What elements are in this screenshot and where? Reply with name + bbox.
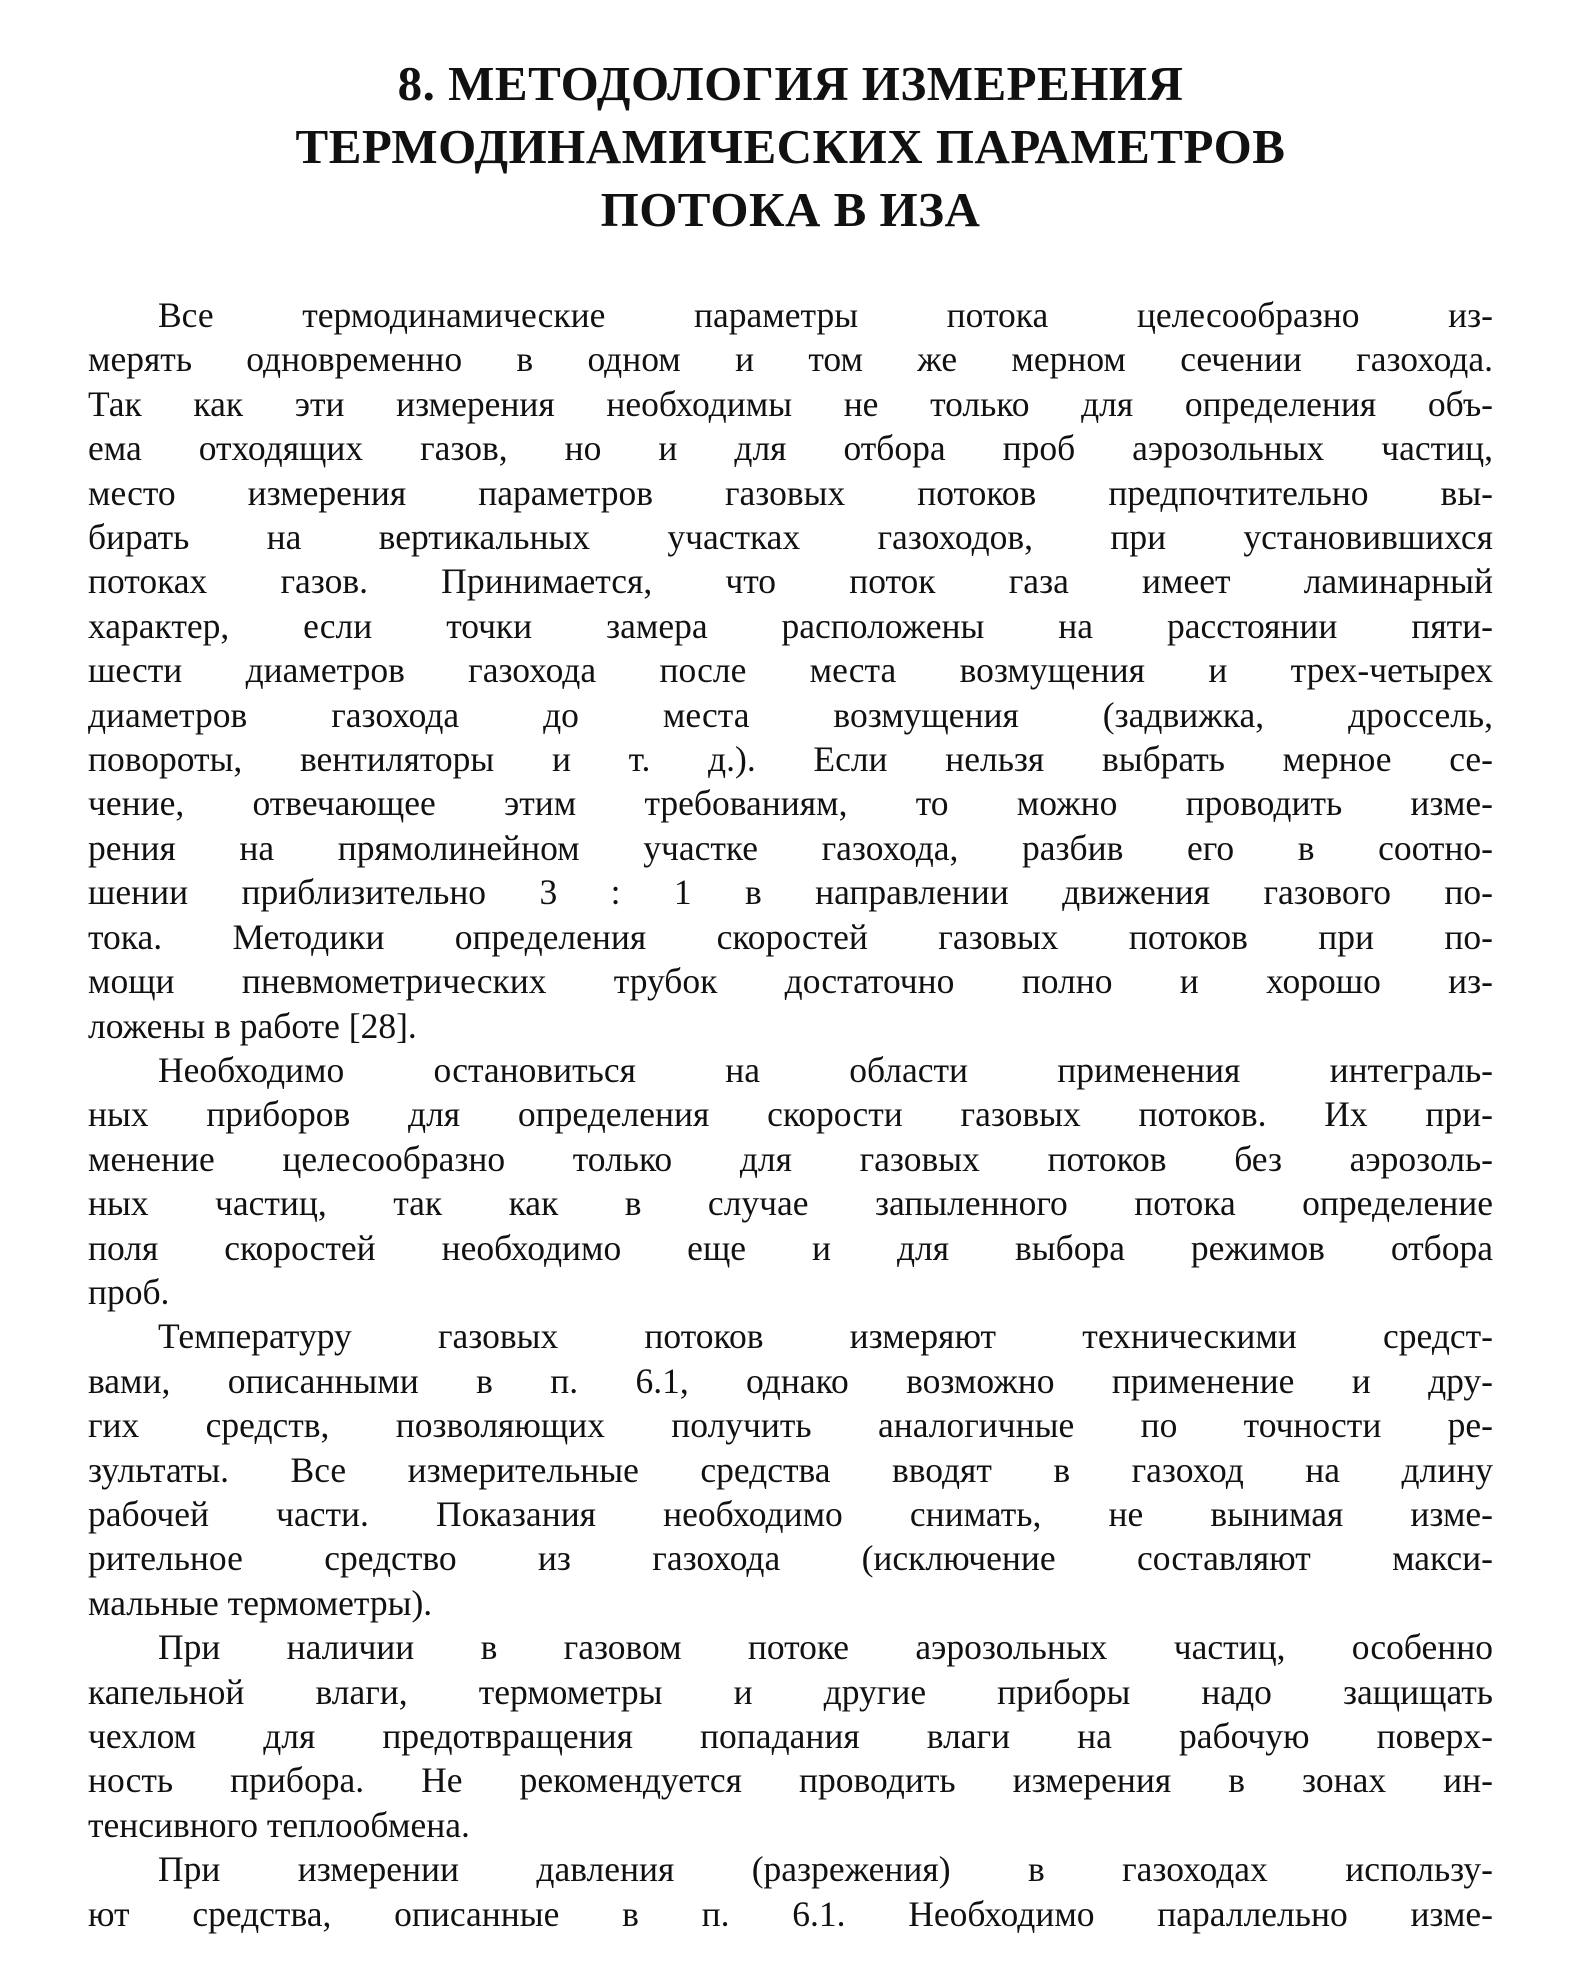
text-line: потоках газов. Принимается, что поток газа имеет ламинарный xyxy=(88,561,1493,602)
text-line: Необходимо остановиться на области применения интеграль- xyxy=(158,1049,1493,1090)
text-line: диаметров газохода до места возмущения (задвижка, дроссель, xyxy=(88,694,1493,735)
heading-line-2: ТЕРМОДИНАМИЧЕСКИХ ПАРАМЕТРОВ xyxy=(295,119,1286,174)
text-line: ема отходящих газов, но и для отбора проб аэрозольных частиц, xyxy=(88,428,1493,469)
text-line: место измерения параметров газовых потоков предпочтительно вы- xyxy=(88,472,1493,513)
section-heading xyxy=(88,52,1493,241)
text-line: проб. xyxy=(88,1271,170,1312)
text-line: рения на прямолинейном участке газохода, разбив его в соотно- xyxy=(88,827,1493,868)
paragraph xyxy=(88,1847,1493,1936)
text-line: повороты, вентиляторы и т. д.). Если нельзя выбрать мерное се- xyxy=(88,739,1493,780)
text-line: При наличии в газовом потоке аэрозольных частиц, особенно xyxy=(158,1627,1493,1668)
text-line: рительное средство из газохода (исключение составляют макси- xyxy=(88,1538,1493,1579)
body-text xyxy=(88,293,1493,1936)
paragraph xyxy=(88,1625,1493,1847)
text-line: вами, описанными в п. 6.1, однако возможно применение и дру- xyxy=(88,1360,1493,1401)
text-line: бирать на вертикальных участках газоходов, при установившихся xyxy=(88,517,1493,558)
text-line: ных частиц, так как в случае запыленного потока определение xyxy=(88,1183,1493,1224)
paragraph xyxy=(88,293,1493,1048)
text-line: При измерении давления (разрежения) в газоходах использу- xyxy=(158,1849,1493,1890)
text-line: тока. Методики определения скоростей газовых потоков при по- xyxy=(88,916,1493,957)
text-line: зультаты. Все измерительные средства вводят в газоход на длину xyxy=(88,1449,1493,1490)
document-page xyxy=(88,52,1493,1936)
heading-line-1: 8. МЕТОДОЛОГИЯ ИЗМЕРЕНИЯ xyxy=(397,56,1184,111)
text-line: мощи пневмометрических трубок достаточно полно и хорошо из- xyxy=(88,961,1493,1002)
text-line: чехлом для предотвращения попадания влаги на рабочую поверх- xyxy=(88,1716,1493,1756)
text-line: шении приблизительно 3 : 1 в направлении движения газового по- xyxy=(88,872,1493,913)
text-line: чение, отвечающее этим требованиям, то можно проводить изме- xyxy=(88,783,1493,824)
text-line: тенсивного теплообмена. xyxy=(88,1804,470,1845)
heading-line-3: ПОТОКА В ИЗА xyxy=(600,182,981,237)
text-line: Все термодинамические параметры потока целесообразно из- xyxy=(158,295,1493,335)
text-line: капельной влаги, термометры и другие приборы надо защищать xyxy=(88,1671,1493,1712)
paragraph xyxy=(88,1314,1493,1625)
text-line: ют средства, описанные в п. 6.1. Необходимо параллельно изме- xyxy=(88,1893,1493,1934)
text-line: поля скоростей необходимо еще и для выбора режимов отбора xyxy=(88,1227,1493,1268)
paragraph xyxy=(88,1048,1493,1314)
text-line: менение целесообразно только для газовых потоков без аэрозоль- xyxy=(88,1138,1493,1179)
text-line: мерять одновременно в одном и том же мерном сечении газохода. xyxy=(88,339,1493,380)
text-line: характер, если точки замера расположены на расстоянии пяти- xyxy=(88,605,1493,646)
text-line: ность прибора. Не рекомендуется проводить измерения в зонах ин- xyxy=(88,1760,1493,1801)
text-line: ложены в работе [28]. xyxy=(88,1005,417,1046)
text-line: ных приборов для определения скорости газовых потоков. Их при- xyxy=(88,1094,1493,1135)
text-line: мальные термометры). xyxy=(88,1582,433,1623)
text-line: рабочей части. Показания необходимо снимать, не вынимая изме- xyxy=(88,1493,1493,1534)
text-line: шести диаметров газохода после места возмущения и трех-четырех xyxy=(88,650,1493,691)
text-line: Температуру газовых потоков измеряют техническими средст- xyxy=(158,1316,1493,1357)
text-line: гих средств, позволяющих получить аналогичные по точности ре- xyxy=(88,1405,1493,1446)
text-line: Так как эти измерения необходимы не только для определения объ- xyxy=(88,383,1493,424)
